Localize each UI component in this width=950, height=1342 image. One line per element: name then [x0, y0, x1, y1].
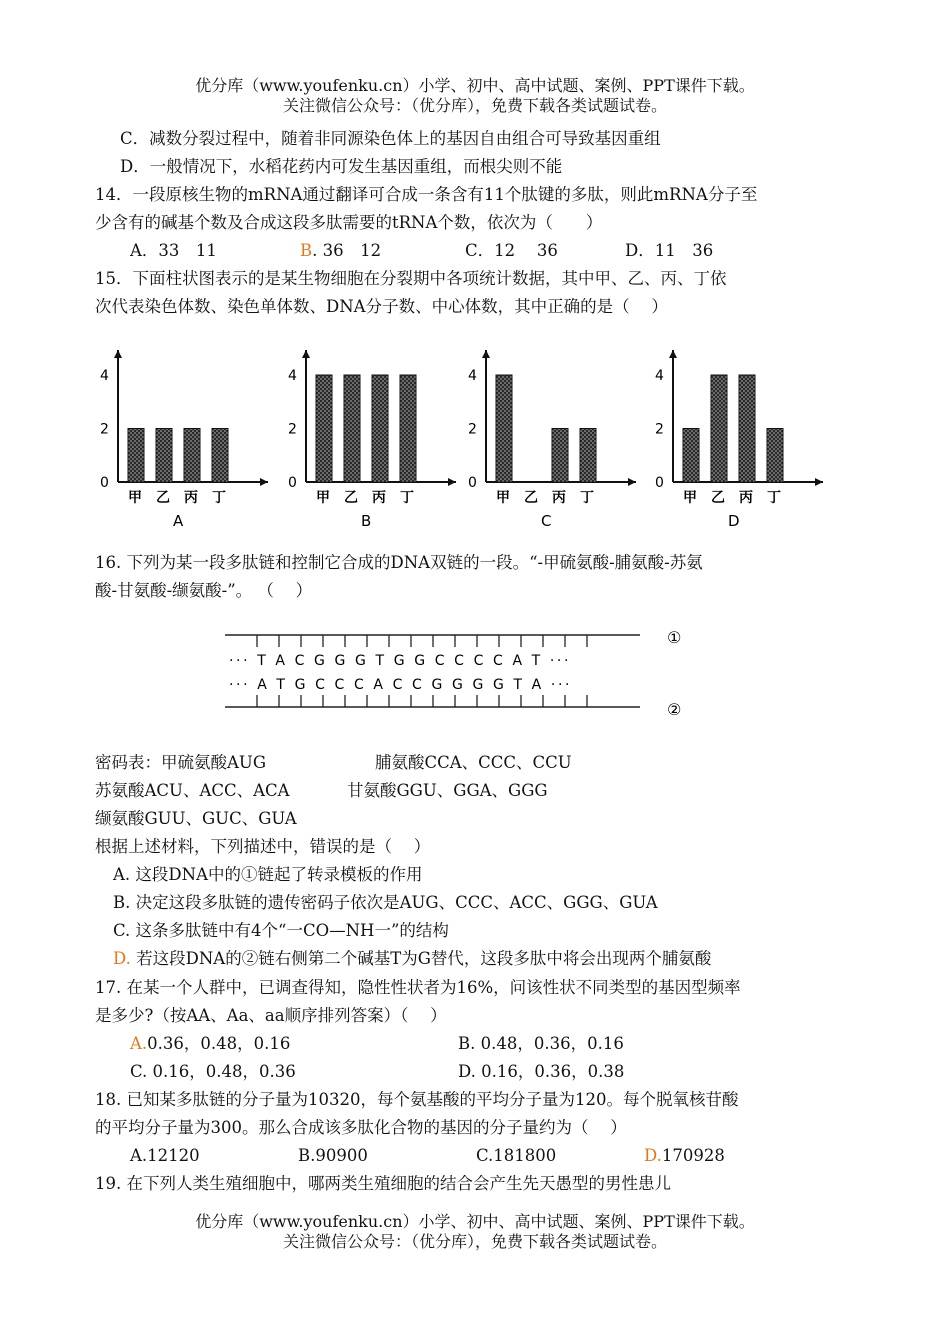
codon-thr: 苏氨酸ACU、ACC、ACA [95, 781, 290, 800]
x-tick-label: 乙 [156, 490, 170, 506]
y-axis-arrow [302, 350, 310, 358]
q18-option-b: B.90900 [298, 1146, 368, 1165]
q14-option-b [300, 240, 465, 262]
q18-option-a: A.12120 [130, 1146, 200, 1165]
q16-option-d-text: 若这段DNA的②链右侧第二个碱基T为G替代，这段多肽中将会出现两个脯氨酸 [130, 949, 712, 968]
q14-option-b-text: . 36 12 [312, 241, 382, 260]
q14-option-a: A．33 11 [130, 241, 217, 260]
x-tick-label: 甲 [128, 490, 142, 506]
chart-title-d: D [728, 512, 740, 530]
q17-options-row-1 [130, 1033, 624, 1055]
q13-option-c: C．减数分裂过程中，随着非同源染色体上的基因自由组合可导致基因重组 [120, 129, 661, 148]
x-axis-arrow [260, 478, 268, 486]
bar-d-1 [683, 429, 699, 483]
q15-stem-line-1: 15．下面柱状图表示的是某生物细胞在分裂期中各项统计数据，其中甲、乙、丙、丁依 [95, 269, 727, 288]
chart-title-a: A [173, 512, 184, 530]
q18-stem-line-2: 的平均分子量为300。那么合成该多肽化合物的基因的分子量约为（ ） [95, 1118, 627, 1137]
y-tick-label: 2 [468, 421, 477, 438]
y-tick-label: 0 [288, 475, 297, 491]
q16-question: 根据上述材料，下列描述中，错误的是（ ） [95, 837, 431, 856]
chart-title-c: C [541, 512, 552, 530]
chart-a [100, 350, 268, 530]
bar-b-1 [316, 375, 332, 482]
y-tick-label: 4 [100, 368, 109, 384]
codon-met: 密码表：甲硫氨酸AUG [95, 753, 267, 772]
dna-strand-1-label: ① [667, 628, 682, 647]
q14-option-d: D．11 36 [625, 241, 714, 260]
dna-double-strand-figure [215, 620, 695, 720]
q17-stem-line-2: 是多少?（按AA、Aa、aa顺序排列答案）（ ） [95, 1006, 447, 1025]
y-tick-label: 2 [100, 421, 109, 438]
chart-c [468, 350, 636, 530]
q17-option-a [130, 1033, 458, 1055]
q17-stem-line-1: 17. 在某一个人群中，已调查得知，隐性性状者为16%，问该性状不同类型的基因型频率 [95, 978, 741, 997]
codon-pro: 脯氨酸CCA、CCC、CCU [375, 753, 572, 772]
q14-option-c: C．12 36 [465, 241, 558, 260]
q17-option-a-text: 0.36，0.48，0.16 [147, 1034, 291, 1053]
x-tick-label: 丙 [739, 490, 753, 506]
bar-a-2 [156, 429, 172, 483]
bar-c-1 [496, 375, 512, 482]
bar-a-4 [212, 429, 228, 483]
bar-b-2 [344, 375, 360, 482]
codon-table-row-2 [95, 780, 548, 802]
q16-option-b: B. 决定这段多肽链的遗传密码子依次是AUG、CCC、ACC、GGG、GUA [113, 893, 658, 912]
q18-option-d [644, 1145, 725, 1167]
x-tick-label: 丁 [400, 490, 414, 506]
x-tick-label: 乙 [344, 490, 358, 506]
q14-stem-line-1: 14．一段原核生物的mRNA通过翻译可合成一条含有11个肽键的多肽，则此mRNA分子至 [95, 185, 758, 204]
header-line-1: 优分库（www.youfenku.cn）小学、初中、高中试题、案例、PPT课件下载。 [195, 76, 755, 95]
x-tick-label: 丙 [184, 490, 198, 506]
q18-option-c: C.181800 [476, 1146, 557, 1165]
x-tick-label: 丙 [372, 490, 386, 506]
x-tick-label: 甲 [316, 490, 330, 506]
bar-d-2 [711, 375, 727, 482]
x-tick-label: 乙 [711, 490, 725, 506]
q18-option-d-text: 170928 [661, 1146, 725, 1165]
bar-a-3 [184, 429, 200, 483]
bar-d-4 [767, 429, 783, 483]
y-tick-label: 2 [655, 421, 664, 438]
y-tick-label: 0 [468, 475, 477, 491]
q16-stem-line-1: 16. 下列为某一段多肽链和控制它合成的DNA双链的一段。“-甲硫氨酸-脯氨酸-苏氨 [95, 553, 703, 572]
dna-strand-2-sequence: ··· A T G C C C A C C G G G G T A ··· [229, 677, 573, 693]
bar-d-3 [739, 375, 755, 482]
bar-b-3 [372, 375, 388, 482]
q16-option-c: C. 这条多肽链中有4个“一CO—NH一”的结构 [113, 921, 449, 940]
q16-option-d [113, 948, 711, 970]
q16-option-d-letter: D. [113, 949, 131, 968]
codon-table-row-1 [95, 752, 572, 774]
y-axis-arrow [114, 350, 122, 358]
x-tick-label: 丁 [580, 490, 594, 506]
x-tick-label: 乙 [524, 490, 538, 506]
chart-b [288, 350, 456, 530]
bar-c-3 [552, 429, 568, 483]
bar-c-4 [580, 429, 596, 483]
dna-ticks [257, 635, 587, 707]
chart-title-b: B [361, 512, 372, 530]
y-tick-label: 4 [655, 368, 664, 384]
footer-line-2: 关注微信公众号：（优分库），免费下载各类试题试卷。 [282, 1232, 667, 1251]
y-axis-arrow [669, 350, 677, 358]
bar-charts-figure [80, 340, 880, 540]
y-tick-label: 0 [655, 475, 664, 491]
x-axis-arrow [815, 478, 823, 486]
header-line-2: 关注微信公众号：（优分库），免费下载各类试题试卷。 [282, 96, 667, 115]
q18-stem-line-1: 18. 已知某多肽链的分子量为10320，每个氨基酸的平均分子量为120。每个脱氧核苷酸 [95, 1090, 739, 1109]
q18-option-d-letter: D. [644, 1146, 662, 1165]
codon-gly: 甘氨酸GGU、GGA、GGG [347, 781, 548, 800]
x-axis-arrow [628, 478, 636, 486]
dna-strand-1-sequence: ··· T A C G G G T G G C C C C A T ··· [229, 653, 572, 669]
q16-option-a: A. 这段DNA中的①链起了转录模板的作用 [113, 865, 423, 884]
q17-option-b: B. 0.48，0.36，0.16 [458, 1034, 624, 1053]
y-axis-arrow [482, 350, 490, 358]
footer-line-1: 优分库（www.youfenku.cn）小学、初中、高中试题、案例、PPT课件下载。 [195, 1212, 755, 1231]
y-tick-label: 0 [100, 475, 109, 491]
y-tick-label: 4 [468, 368, 477, 384]
codon-val: 缬氨酸GUU、GUC、GUA [95, 809, 297, 828]
chart-d [655, 350, 823, 530]
q14-stem-line-2: 少含有的碱基个数及合成这段多肽需要的tRNA个数，依次为（ ） [95, 213, 603, 232]
x-tick-label: 丁 [212, 490, 226, 506]
q16-stem-line-2: 酸-甘氨酸-缬氨酸-”。 （ ） [95, 581, 313, 600]
x-tick-label: 丙 [552, 490, 566, 506]
q18-options [130, 1145, 725, 1167]
x-tick-label: 甲 [496, 490, 510, 506]
q19-stem-line-1: 19. 在下列人类生殖细胞中，哪两类生殖细胞的结合会产生先天愚型的男性患儿 [95, 1174, 671, 1193]
x-tick-label: 丁 [767, 490, 781, 506]
q13-option-d: D．一般情况下，水稻花药内可发生基因重组，而根尖则不能 [120, 157, 563, 176]
q17-option-a-letter: A. [130, 1034, 148, 1053]
q17-option-c: C. 0.16，0.48，0.36 [130, 1062, 296, 1081]
y-tick-label: 2 [288, 421, 297, 438]
q17-options-row-2 [130, 1061, 624, 1083]
q15-stem-line-2: 次代表染色体数、染色单体数、DNA分子数、中心体数，其中正确的是（ ） [95, 297, 668, 316]
q17-option-d: D. 0.16，0.36，0.38 [458, 1062, 625, 1081]
bar-b-4 [400, 375, 416, 482]
dna-strand-2-label: ② [667, 700, 682, 719]
x-axis-arrow [448, 478, 456, 486]
q14-options [130, 240, 713, 262]
bar-a-1 [128, 429, 144, 483]
x-tick-label: 甲 [683, 490, 697, 506]
y-tick-label: 4 [288, 368, 297, 384]
q14-option-b-letter: B [300, 241, 313, 260]
